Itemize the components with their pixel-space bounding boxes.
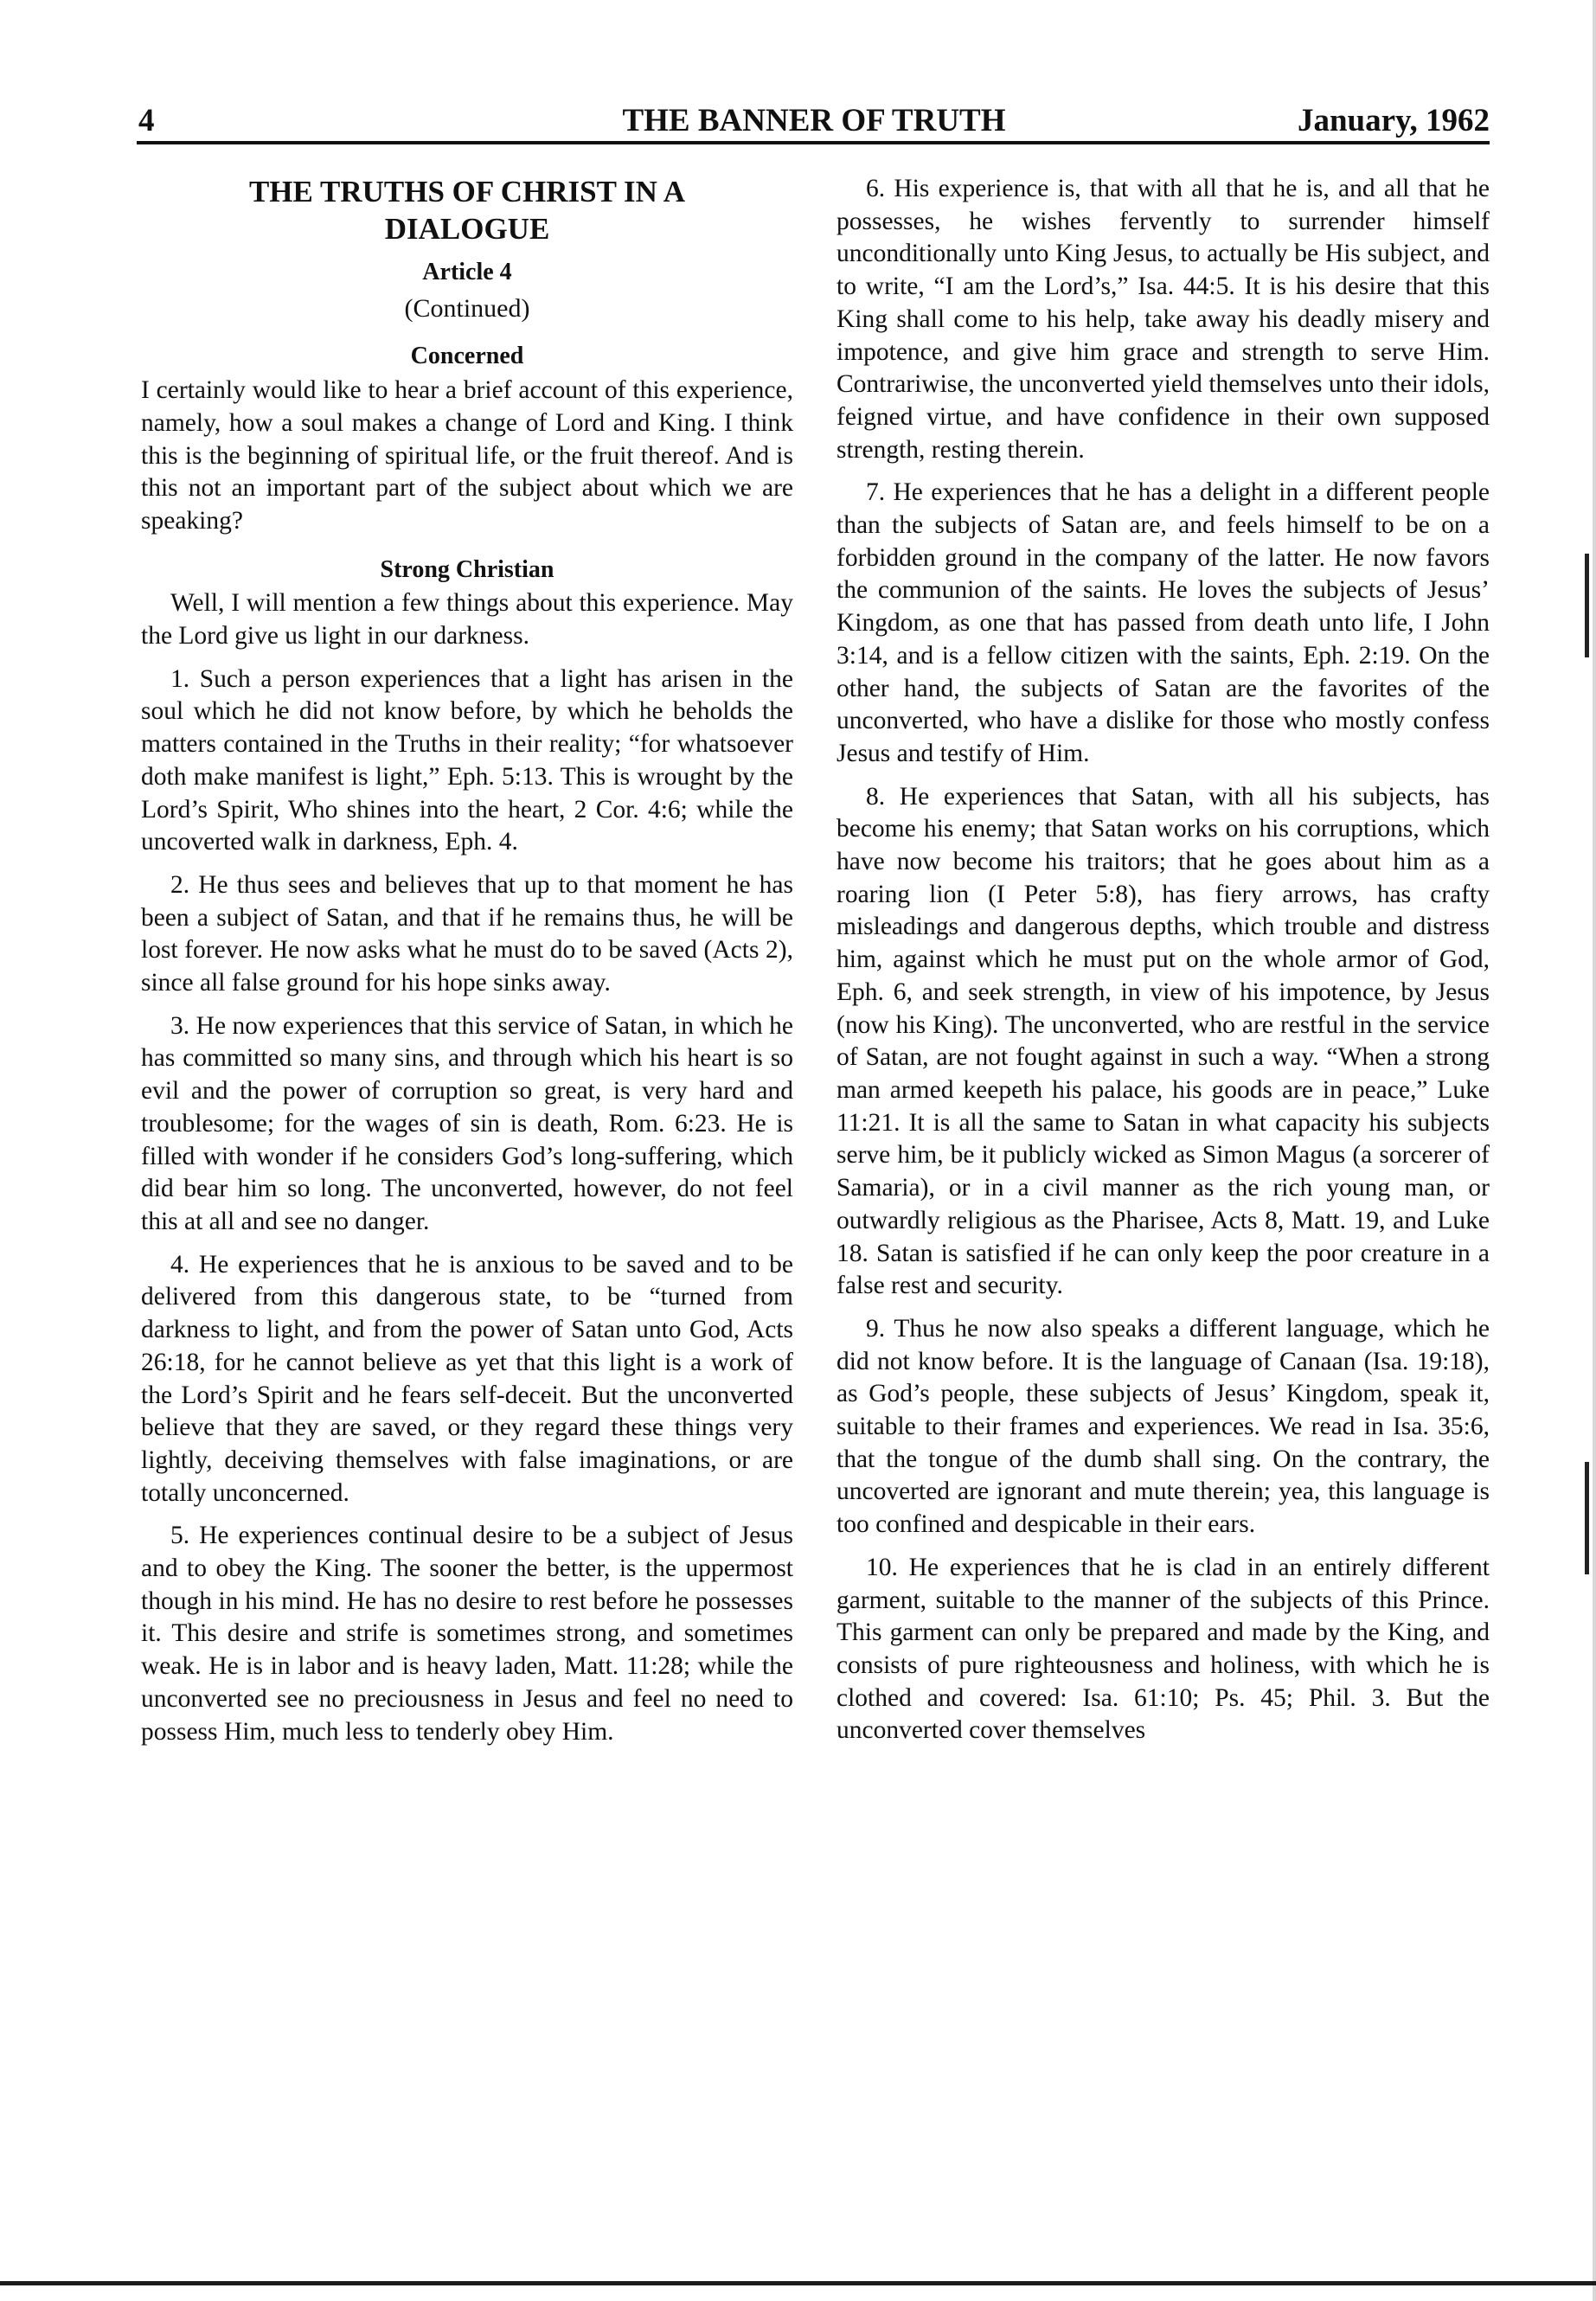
page-number: 4 xyxy=(138,103,155,138)
header-rule xyxy=(137,141,1490,144)
paragraph-6: 6. His experience is, that with all that he is, and all that he possesses, he wishes fervently to surrender himself unconditionally unto King Jesus, to actually be His subject, and to write, “I am the Lord’s,” Isa. 44:5. It is his desire that this King shall come to his help, take away his deadly misery and impotence, and give him grace and strength to serve Him. Contrariwise, the unconverted yield themselves unto their idols, feigned virtue, and have confidence in their own supposed strength, resting therein. xyxy=(836,175,1490,464)
paragraph-7: 7. He experiences that he has a delight in a different people than the subjects of Satan are, and feels himself to be on a forbidden ground in the company of the latter. He now favors the communion of the saints. He loves the subjects of Jesus’ Kingdom, as one that has passed from death unto life, I John 3:14, and is a fellow citizen with the saints, Eph. 2:19. On the other hand, the subjects of Satan are the favorites of the unconverted, who have a dislike for those who mostly confess Jesus and testify of Him. xyxy=(836,478,1490,767)
right-column xyxy=(836,173,1490,1758)
speaker-concerned: Concerned xyxy=(410,343,524,370)
speaker-strong-christian: Strong Christian xyxy=(380,555,554,583)
article-number: Article 4 xyxy=(422,259,512,285)
paragraph-4: 4. He experiences that he is anxious to be saved and to be delivered from this dangerous state, to be “turned from darkness to light, and from the power of Satan unto God, Acts 26:18, for he cannot believe as yet that this light is a work of the Lord’s Spirit and he fears self-deceit. But the unconverted believe that they are saved, or they regard these things very lightly, deceiving themselves with false imaginations, or are totally unconcerned. xyxy=(141,1250,793,1507)
paragraph-10: 10. He experiences that he is clad in an entirely different garment, suitable to the manner of the subjects of this Prince. This garment can only be prepared and made by the King, and consists of pure righteousness and holiness, with which he is clothed and covered: Isa. 61:10; Ps. 45; Phil. 3. But the unconverted cover themselves xyxy=(836,1553,1490,1745)
scan-margin-mark xyxy=(1585,1462,1589,1574)
paragraph-2: 2. He thus sees and believes that up to that moment he has been a subject of Satan, and that if he remains thus, he will be lost forever. He now asks what he must do to be saved (Acts 2), since all false ground for his hope sinks away. xyxy=(141,870,793,997)
paragraph-1: 1. Such a person experiences that a light has arisen in the soul which he did not know before, by which he beholds the matters contained in the Truths in their reality; “for whatsoever doth make manifest is light,” Eph. 5:13. This is wrought by the Lord’s Spirit, Who shines into the heart, 2 Cor. 4:6; while the uncoverted walk in darkness, Eph. 4. xyxy=(141,664,793,856)
article-title: THE TRUTHS OF CHRIST IN A DIALOGUE xyxy=(248,175,686,246)
left-column xyxy=(141,173,793,1759)
page-bottom-edge xyxy=(0,2281,1596,2285)
continued-label: (Continued) xyxy=(404,293,530,323)
paragraph-8: 8. He experiences that Satan, with all his subjects, has become his enemy; that Satan works on his corruptions, which have now become his traitors; that he goes about him as a roaring lion (I Peter 5:8), has fiery arrows, has crafty misleadings and dangerous depths, which trouble and distress him, against which he must put on the whole armor of God, Eph. 6, and seek strength, in view of his impotence, by Jesus (now his King). The unconverted, who are restful in the service of Satan, are not fought against in such a way. “When a strong man armed keepeth his palace, his goods are in peace,” Luke 11:21. It is all the same to Satan in what capacity his subjects serve him, be it publicly wicked as Simon Magus (a sorcerer of Samaria), or in a civil manner as the rich young man, or outwardly religious as the Pharisee, Acts 8, Matt. 19, and Luke 18. Satan is satisfied if he can only keep the poor creature in a false rest and security. xyxy=(836,782,1490,1300)
paragraph-9: 9. Thus he now also speaks a different language, which he did not know before. It is the language of Canaan (Isa. 19:18), as God’s people, these subjects of Jesus’ Kingdom, speak it, suitable to their frames and experiences. We read in Isa. 35:6, that the tongue of the dumb shall sing. On the contrary, the uncoverted are ignorant and mute therein; yea, this language is too confined and despicable in their ears. xyxy=(836,1314,1490,1539)
journal-title: THE BANNER OF TRUTH xyxy=(622,103,1006,138)
paragraph-3: 3. He now experiences that this service of Satan, in which he has committed so many sins, and through which his heart is so evil and the power of corruption so great, is very hard and troublesome; for the wages of sin is death, Rom. 6:23. He is filled with wonder if he considers God’s long-suffering, which did bear him so long. The unconverted, however, do not feel this at all and see no danger. xyxy=(141,1011,793,1235)
scan-margin-mark xyxy=(1585,554,1589,657)
issue-date: January, 1962 xyxy=(1297,103,1490,138)
paragraph-intro: Well, I will mention a few things about this experience. May the Lord give us light in our darkness. xyxy=(141,589,793,651)
paragraph-5: 5. He experiences continual desire to be a subject of Jesus and to obey the King. The sooner the better, is the uppermost though in his mind. He has no desire to rest before he possesses it. This desire and strife is sometimes strong, and sometimes weak. He is in labor and is heavy laden, Matt. 11:28; while the unconverted see no preciousness in Jesus and feel no need to possess Him, much less to tenderly obey Him. xyxy=(141,1522,793,1746)
page-edge xyxy=(1593,0,1596,2301)
running-header xyxy=(138,102,1490,145)
paragraph-concerned: I certainly would like to hear a brief account of this experience, namely, how a soul makes a change of Lord and King. I think this is the beginning of spiritual life, or the fruit thereof. And is this not an important part of the subject about which we are speaking? xyxy=(141,376,793,535)
